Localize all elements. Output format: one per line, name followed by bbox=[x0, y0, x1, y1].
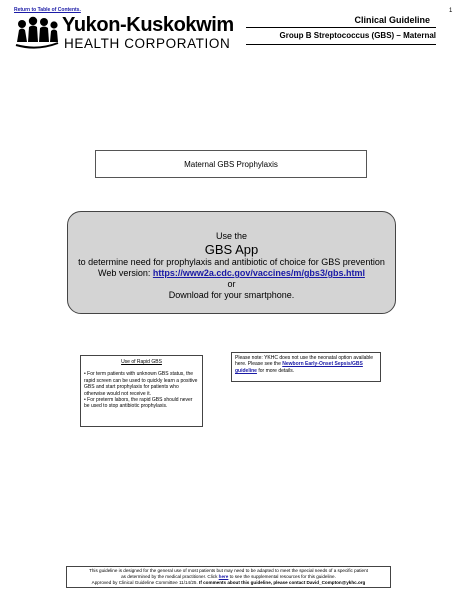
rapid-gbs-title: Use of Rapid GBS bbox=[121, 359, 162, 365]
app-purpose-text: to determine need for prophylaxis and antibiotic of choice for GBS prevention bbox=[78, 257, 385, 267]
logo-name: Yukon-Kuskokwim bbox=[62, 14, 234, 36]
download-text: Download for your smartphone. bbox=[168, 290, 295, 300]
page-number: 1 bbox=[449, 8, 453, 14]
web-version-line bbox=[68, 268, 395, 279]
people-icon bbox=[14, 15, 60, 49]
footer-text: as determined by the medical practitioner. Click bbox=[121, 574, 219, 579]
header-divider bbox=[246, 27, 436, 28]
return-to-toc-link[interactable]: Return to Table of Contents. bbox=[14, 7, 81, 13]
neonatal-note-box bbox=[231, 352, 381, 382]
gbs-app-box bbox=[67, 211, 396, 314]
section-title: Maternal GBS Prophylaxis bbox=[184, 159, 278, 169]
footer-line bbox=[67, 580, 390, 586]
newborn-sepsis-guideline-link[interactable]: Newborn Early-Onset Sepsis/GBS guideline bbox=[235, 361, 363, 374]
guideline-subtitle: Group B Streptococcus (GBS) – Maternal bbox=[279, 31, 436, 40]
app-name: GBS App bbox=[204, 242, 259, 257]
ykhc-logo bbox=[14, 15, 264, 49]
footer-disclaimer bbox=[66, 566, 391, 588]
rapid-gbs-box bbox=[80, 355, 203, 427]
rapid-gbs-item: • For term patients with unknown GBS status, the rapid screen can be used to quickly learn a positive GBS and start prophylaxis for patients who otherwise would not receive it. bbox=[84, 371, 198, 397]
footer-text: to see the supplemental resources for this guideline. bbox=[228, 574, 336, 579]
or-text: or bbox=[227, 279, 236, 289]
header-divider bbox=[246, 44, 436, 45]
footer-approval-text: Approved by Clinical Guideline Committee 11/14/25. bbox=[91, 580, 200, 585]
supplemental-resources-link[interactable]: here bbox=[218, 574, 229, 579]
rapid-gbs-item: • For preterm labors, the rapid GBS should never be used to stop antibiotic prophylaxis. bbox=[84, 397, 193, 410]
section-title-box bbox=[95, 150, 367, 178]
footer-contact-text: If comments about this guideline, please contact David_Compton@ykhc.org bbox=[199, 580, 366, 585]
note-text: Please note: YKHC does not use the neonatal option available here. Please see the bbox=[235, 355, 374, 368]
gbs-app-web-link[interactable]: https://www2a.cdc.gov/vaccines/m/gbs3/gbs.html bbox=[152, 268, 365, 278]
use-the-text: Use the bbox=[215, 231, 248, 241]
logo-subtitle: HEALTH CORPORATION bbox=[64, 36, 231, 51]
guideline-title: Clinical Guideline bbox=[354, 15, 430, 25]
note-text-end: for more details. bbox=[256, 367, 295, 374]
footer-line: This guideline is designed for the general use of most patients but may need to be adapted to meet the special needs of a specific patient bbox=[89, 568, 368, 573]
web-version-label: Web version: bbox=[98, 268, 153, 278]
